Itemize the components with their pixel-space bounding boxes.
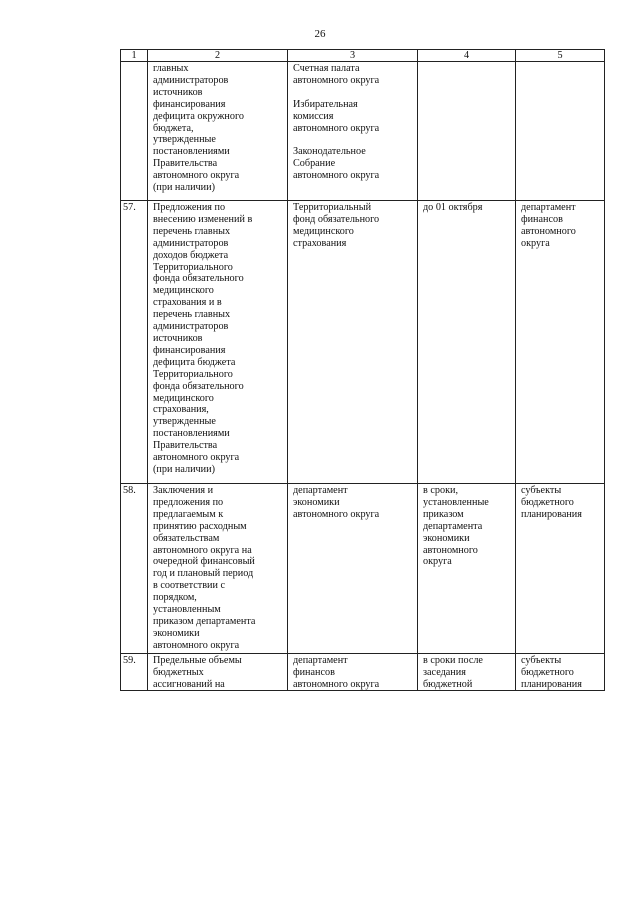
column-header-3: 3 — [288, 50, 418, 62]
column-header-4: 4 — [418, 50, 516, 62]
responsible-cell: Счетная палата автономного округа Избирательная комиссия автономного округа Законодательное Собрание автономного округа — [288, 62, 418, 201]
deadline-cell: в сроки, установленные приказом департамента экономики автономного округа — [418, 484, 516, 654]
table-header-row — [121, 50, 605, 62]
document-cell: Заключения и предложения по предлагаемым к принятию расходным обязательствам автономного округа на очередной финансовый год и плановый период в соответствии с порядком, установленным приказом департамента экономики автономного округа — [148, 484, 288, 654]
table-row — [121, 653, 605, 691]
page-number: 26 — [314, 28, 326, 40]
row-number: 57. — [121, 201, 148, 484]
deadline-cell: в сроки после заседания бюджетной — [418, 653, 516, 691]
responsible-cell: департамент экономики автономного округа — [288, 484, 418, 654]
table-row — [121, 62, 605, 201]
recipient-cell: субъекты бюджетного планирования — [516, 484, 605, 654]
document-cell: Предложения по внесению изменений в перечень главных администраторов доходов бюджета Территориального фонда обязательного медицинского страхования и в перечень главных администраторов источников финансирования дефицита бюджета Территориального фонда обязательного медицинского страхования, утвержденные постановлениями Правительства автономного округа (при наличии) — [148, 201, 288, 484]
recipient-cell — [516, 62, 605, 201]
table-row — [121, 201, 605, 484]
deadline-cell — [418, 62, 516, 201]
table-row — [121, 484, 605, 654]
row-number — [121, 62, 148, 201]
row-number: 59. — [121, 653, 148, 691]
recipient-cell: субъекты бюджетного планирования — [516, 653, 605, 691]
responsible-cell: департамент финансов автономного округа — [288, 653, 418, 691]
document-cell: главных администраторов источников финансирования дефицита окружного бюджета, утвержденные постановлениями Правительства автономного округа (при наличии) — [148, 62, 288, 201]
recipient-cell: департамент финансов автономного округа — [516, 201, 605, 484]
column-header-2: 2 — [148, 50, 288, 62]
schedule-table — [120, 49, 605, 691]
row-number: 58. — [121, 484, 148, 654]
deadline-cell: до 01 октября — [418, 201, 516, 484]
responsible-cell: Территориальный фонд обязательного медицинского страхования — [288, 201, 418, 484]
column-header-1: 1 — [121, 50, 148, 62]
column-header-5: 5 — [516, 50, 605, 62]
document-cell: Предельные объемы бюджетных ассигнований на — [148, 653, 288, 691]
